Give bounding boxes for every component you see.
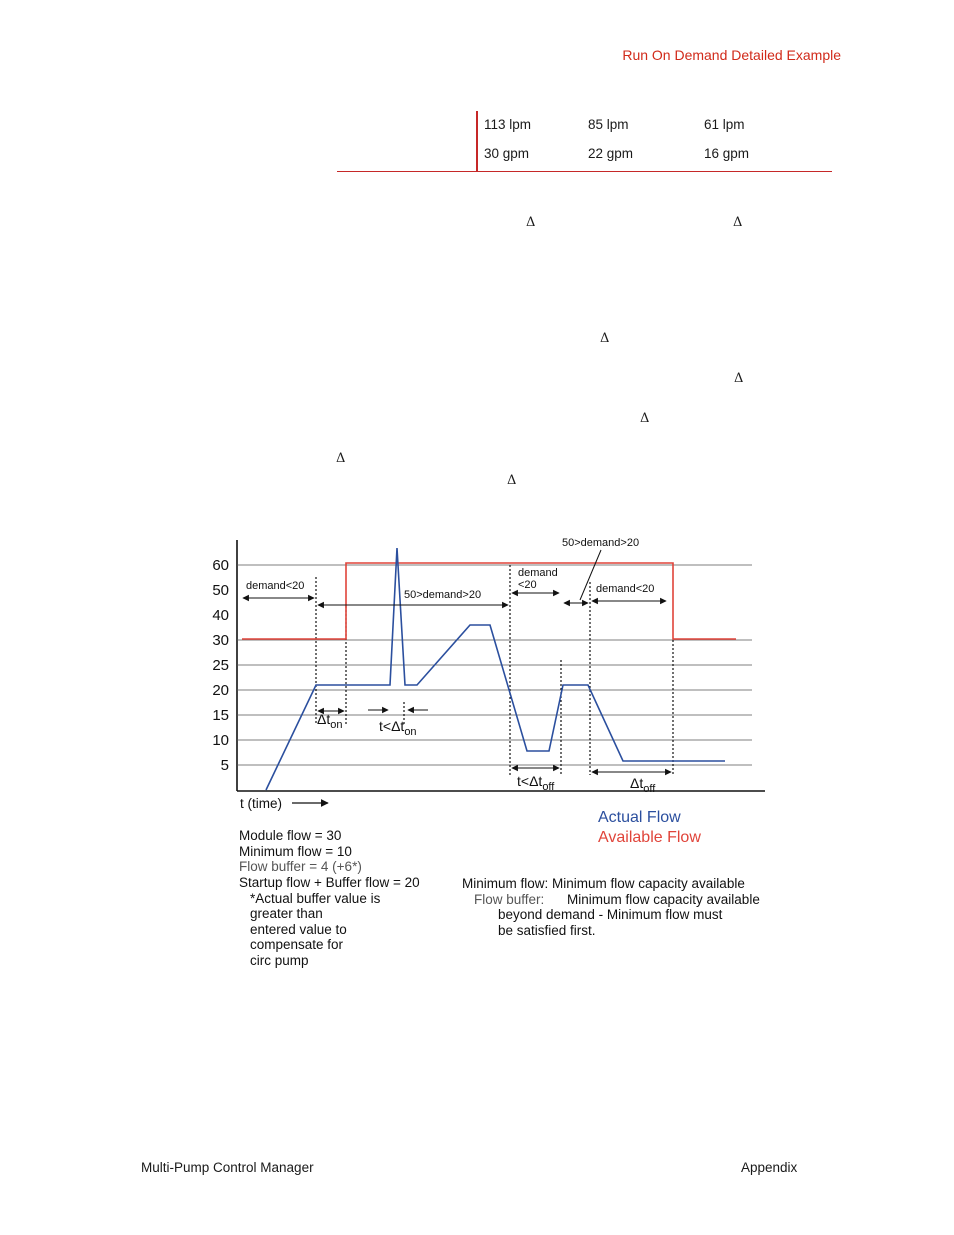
annotation-demand-lt20: demand: [518, 567, 558, 579]
gridlines: [237, 565, 752, 765]
legend-actual-flow: Actual Flow: [598, 809, 681, 826]
event-markers: [316, 565, 673, 775]
x-axis-label: t (time): [240, 796, 282, 811]
note-line: be satisfied first.: [498, 923, 596, 938]
note-line: circ pump: [250, 953, 309, 968]
annotation-demand-lt20: <20: [518, 579, 537, 591]
note-line: *Actual buffer value is: [250, 891, 381, 906]
table-cell: 113 lpm: [484, 117, 532, 132]
note-line: Flow buffer:: [474, 892, 545, 907]
table-cell: 16 gpm: [704, 146, 750, 161]
table-cell: 30 gpm: [484, 146, 530, 161]
footer-section: Appendix: [741, 1160, 798, 1175]
y-tick-label: 15: [212, 707, 229, 724]
legend-available-flow: Available Flow: [598, 829, 701, 846]
annotation-t-lt-delta-t-off: $t<\Delta t_{off}$: [517, 773, 555, 793]
page-header-title: Run On Demand Detailed Example: [622, 47, 841, 63]
note-line: Minimum flow: Minimum flow capacity available: [462, 876, 745, 891]
y-tick-label: 60: [212, 557, 229, 574]
note-line: Minimum flow capacity available: [567, 892, 760, 907]
note-line: entered value to: [250, 922, 347, 937]
y-tick-label: 10: [212, 732, 229, 749]
annotation-demand-lt20: demand<20: [596, 583, 655, 595]
y-tick-label: 30: [212, 632, 229, 649]
table-cell: 85 lpm: [588, 117, 629, 132]
note-line: compensate for: [250, 937, 344, 952]
delta-symbol: Δ: [600, 331, 610, 346]
delta-symbol: Δ: [336, 451, 346, 466]
note-line: Minimum flow = 10: [239, 844, 352, 859]
table-cell: 22 gpm: [588, 146, 634, 161]
annotation-t-lt-delta-t-on: $t<\Delta t_{on}$: [379, 718, 417, 738]
y-tick-label: 40: [212, 607, 229, 624]
note-line: Module flow = 30: [239, 828, 342, 843]
annotation-delta-t-on: $\Delta t_{on}$: [317, 711, 343, 731]
y-tick-label: 25: [212, 657, 229, 674]
note-line: greater than: [250, 906, 323, 921]
note-line: Startup flow + Buffer flow = 20: [239, 875, 420, 890]
table-cell: 61 lpm: [704, 117, 745, 132]
y-tick-label: 5: [220, 757, 229, 774]
y-tick-label: 50: [212, 582, 229, 599]
annotation-delta-t-off: $\Delta t_{off}$: [630, 775, 656, 795]
annotation-demand-lt20: demand<20: [246, 580, 305, 592]
y-tick-label: 20: [212, 682, 229, 699]
note-line: beyond demand - Minimum flow must: [498, 907, 723, 922]
delta-symbol: Δ: [734, 371, 744, 386]
actual-flow-line: [266, 548, 725, 790]
delta-symbol: Δ: [526, 215, 536, 230]
delta-symbol: Δ: [733, 215, 743, 230]
annotation-demand-range: 50>demand>20: [562, 537, 640, 549]
annotation-demand-range: 50>demand>20: [404, 589, 482, 601]
delta-symbol: Δ: [640, 411, 650, 426]
delta-symbol: Δ: [507, 473, 517, 488]
note-line: Flow buffer = 4 (+6*): [239, 859, 362, 874]
footer-document-title: Multi-Pump Control Manager: [141, 1160, 314, 1175]
